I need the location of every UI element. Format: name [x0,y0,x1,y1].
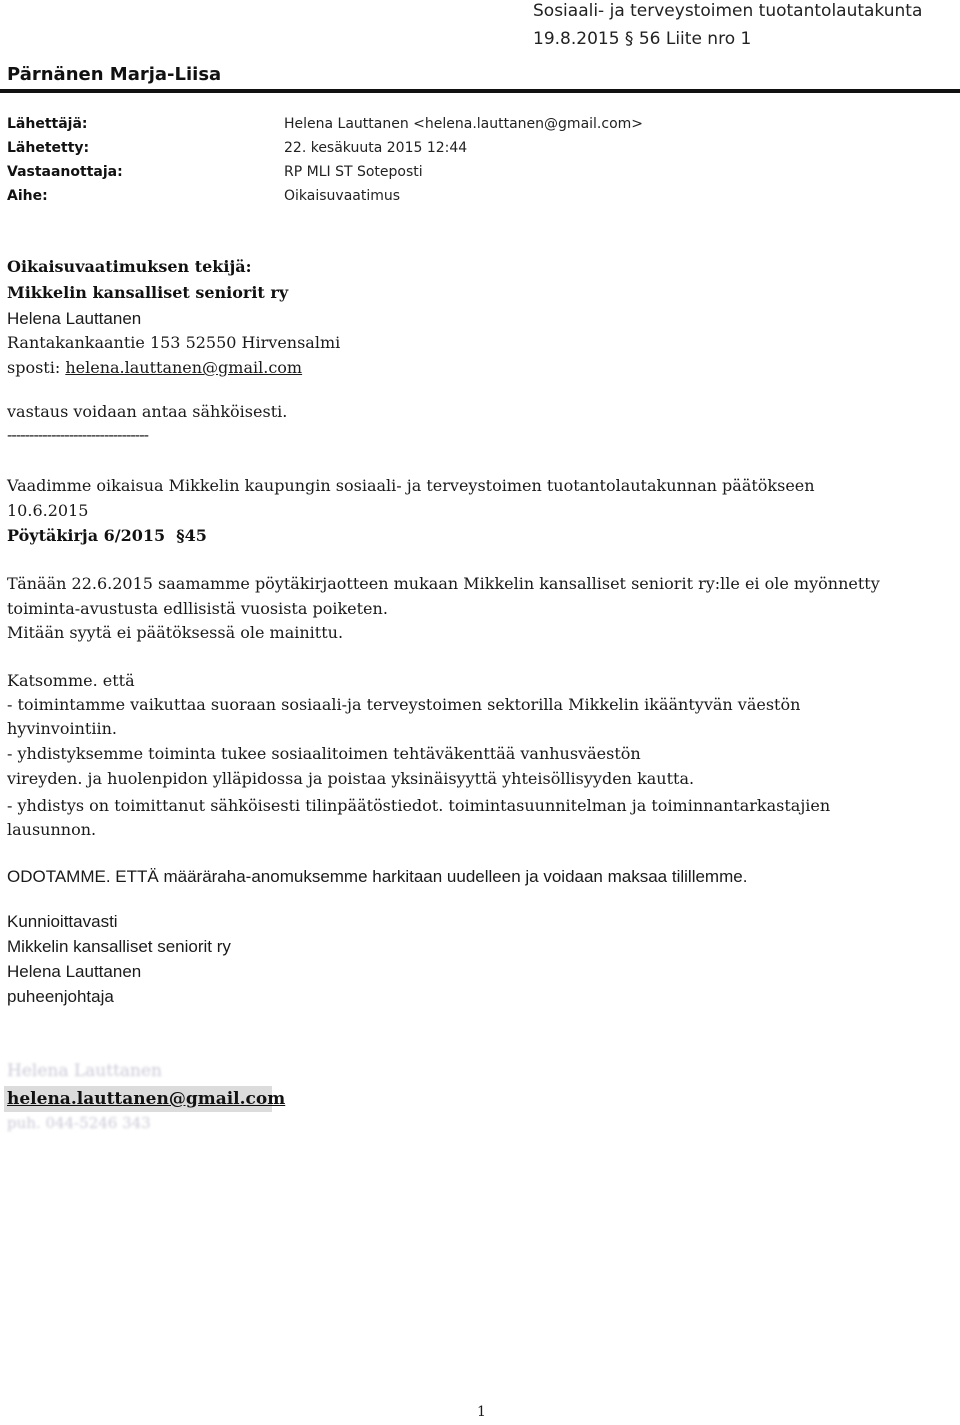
sender-label: Lähettäjä: [7,116,88,132]
we-think: Katsomme. että [7,671,135,690]
bullet-3-line-2: lausunnon. [7,820,97,839]
signer-name: Helena Lauttanen [7,962,142,981]
signature-email-link[interactable]: helena.lauttanen@gmail.com [7,1089,286,1109]
claimant-heading: Oikaisuvaatimuksen tekijä: [7,257,252,276]
closing: Kunnioittavasti [7,912,118,931]
paragraph-1-line-1: Tänään 22.6.2015 saamamme pöytäkirjaotteen mukaan Mikkelin kansalliset seniorit ry:lle ei ole myönnetty [7,574,880,593]
header-rule [0,89,960,93]
bullet-1-line-2: hyvinvointiin. [7,719,117,738]
subject-label: Aihe: [7,188,48,204]
signature-phone-faded: puh. 044-5246 343 [7,1114,151,1132]
expectation: ODOTAMME. ETTÄ määräraha-anomuksemme harkitaan uudelleen ja voidaan maksaa tilillemme. [7,867,748,886]
signature-name-faded: Helena Lauttanen [7,1061,163,1081]
minutes-reference: Pöytäkirja 6/2015 §45 [7,526,207,545]
organisation-name: Mikkelin kansalliset seniorit ry [7,283,289,302]
date-reference: 19.8.2015 § 56 Liite nro 1 [533,29,752,49]
separator-line: -------------------------------- [7,425,148,444]
sent-label: Lähetetty: [7,140,90,156]
sent-value: 22. kesäkuuta 2015 12:44 [284,140,468,156]
email-line [7,358,302,377]
address: Rantakankaantie 153 52550 Hirvensalmi [7,333,341,352]
demand-line-2: 10.6.2015 [7,501,89,520]
reply-note: vastaus voidaan antaa sähköisesti. [7,402,288,421]
bullet-1-line-1: - toimintamme vaikuttaa suoraan sosiaali-ja terveystoimen sektorilla Mikkelin ikääntyvän väestön [7,695,801,714]
bullet-3-line-1: - yhdistys on toimittanut sähköisesti tilinpäätöstiedot. toimintasuunnitelman ja toiminnantarkastajien [7,796,831,815]
sender-value: Helena Lauttanen <helena.lauttanen@gmail.com> [284,116,644,132]
mailbox-owner: Pärnänen Marja-Liisa [7,64,222,85]
paragraph-1-line-2: toiminta-avustusta edllisistä vuosista poiketen. [7,599,388,618]
page-number: 1 [477,1404,486,1420]
subject-value: Oikaisuvaatimus [284,188,401,204]
recipient-value: RP MLI ST Soteposti [284,164,423,180]
committee-title: Sosiaali- ja terveystoimen tuotantolautakunta [533,1,923,21]
signer-organisation: Mikkelin kansalliset seniorit ry [7,937,231,956]
signer-role: puheenjohtaja [7,987,114,1006]
recipient-label: Vastaanottaja: [7,164,123,180]
paragraph-1-line-3: Mitään syytä ei päätöksessä ole mainittu. [7,623,344,642]
person-name: Helena Lauttanen [7,309,142,328]
email-prefix: sposti: [7,358,66,377]
bullet-2-line-1: - yhdistyksemme toiminta tukee sosiaalitoimen tehtäväkenttää vanhusväestön [7,744,641,763]
bullet-2-line-2: vireyden. ja huolenpidon ylläpidossa ja poistaa yksinäisyyttä yhteisöllisyyden kautta. [7,769,695,788]
demand-line-1: Vaadimme oikaisua Mikkelin kaupungin sosiaali- ja terveystoimen tuotantolautakunnan päätökseen [7,476,815,495]
email-link[interactable]: helena.lauttanen@gmail.com [65,358,303,377]
